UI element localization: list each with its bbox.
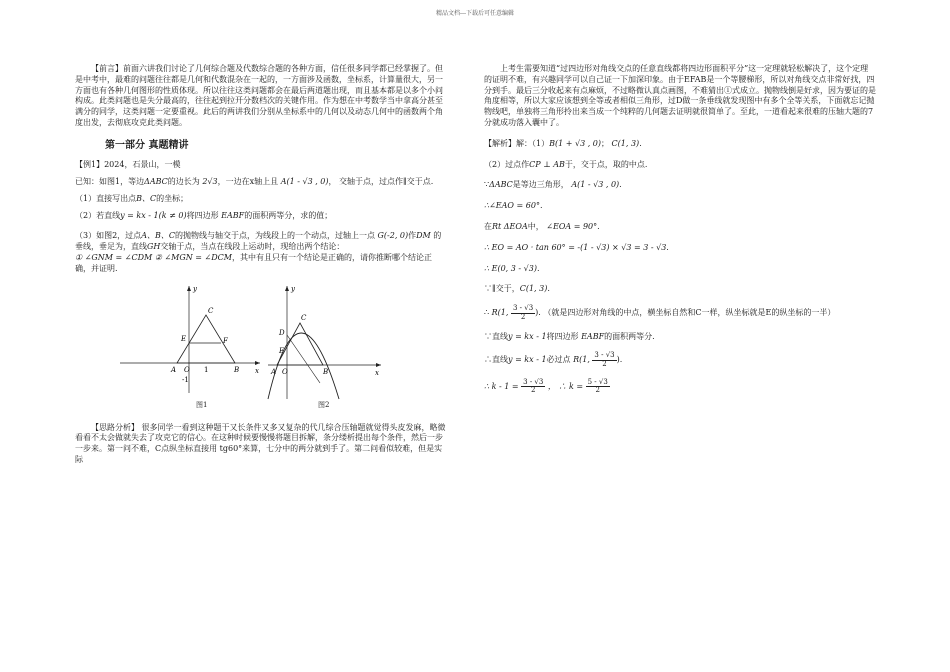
- question-part-3: （3）如图2，过点A、B、C的抛物线与轴交于点，为线段上的一个动点，过轴上一点 G(-2, 0)作DM 的垂线，垂足为，直线GH交轴于点，当点在线段上运动时，现给出两个结论： ① ∠GNM = ∠CDM ② ∠MGN = ∠DCM，其中有且只有一个结论是正确的，请你推断哪个结论正确，并证明.: [75, 231, 442, 273]
- section-heading: 第一部分 真题精讲: [105, 139, 189, 151]
- solution-step-1: 【解析】解：（1）B(1 + √3 , 0)； C(1, 3).: [484, 138, 642, 148]
- point-e-label-2: E: [279, 346, 285, 355]
- solution-step-7: ∴ E(0, 3 - √3).: [484, 263, 540, 273]
- figures: [75, 283, 447, 413]
- analysis-continued: 上考生需要知道“过四边形对角线交点的任意直线都将四边形面积平分”这一定理就轻松解决了，这个定理的证明不难，有兴趣同学可以自己证一下加深印象。由于EFAB是一个等腰梯形，所以对角线交点非常好找，四分到手。最后三分收起来有点麻烦，不过略微认真点画图，不难猜出①式成立。抛物线倒是好求，因为要证的是角度相等，所以大家应该想到全等或者相似三角形，过D做一条垂线就发现图中有多个全等关系，下面就忘记抛物线吧，单独将三角形拎出来当成一个纯粹的几何题去证明就很简单了。至此，一道看起来很难的压轴大题的7分就成功落入囊中了。: [484, 64, 876, 127]
- solution-step-9: ∴ R(1, $\frac{3 - √3}{2}$ ). （就是四边形对角线的中点，横坐标自然和C一样，纵坐标就是E的纵坐标的一半）: [484, 304, 836, 321]
- solution-step-5: 在Rt ΔEOA中， ∠EOA = 90°.: [484, 221, 600, 231]
- origin-label: O: [184, 365, 190, 374]
- y-axis-label: y: [193, 284, 197, 293]
- preface-paragraph: 【前言】前面六讲我们讨论了几何综合题及代数综合题的各种方面，信任很多同学都已经掌握了。但是中考中，最难的问题往往都是几何和代数混杂在一起的，一方面涉及函数，坐标系，计算量很大，另一方面也有各种几何图形的性质体现。所以往往这类问题都会在最后两道题出现，而且基本都是以多个小问构成。此类问题也是失分最高的，往往起到拉开分数档次的关键作用。作为想在中考数学当中拿高分甚至满分的同学，这类问题一定要重视。此后的两讲我们分别从坐标系中的几何以及动态几何中的函数两个角度出发，去彻底攻克此类问题。: [75, 64, 443, 127]
- fraction: $\frac{3 - √3}{2}$: [594, 351, 615, 369]
- solution-step-8: ∵∥交于，C(1, 3).: [484, 284, 550, 294]
- solution-step-3: ∵ΔABC是等边三角形， A(1 - √3 , 0).: [484, 180, 622, 190]
- y-axis-label-2: y: [291, 284, 295, 293]
- x-axis-label-2: x: [375, 368, 379, 377]
- x-axis-label: x: [255, 366, 259, 375]
- point-c-label: C: [208, 306, 214, 315]
- tick-neg1-label: -1: [182, 375, 189, 384]
- page-header: 精品文档---下载后可任意编辑: [435, 10, 515, 17]
- point-a-label-2: A: [271, 367, 277, 376]
- fraction: $\frac{3 - √3}{2}$: [512, 304, 534, 321]
- solution-step-6: ∴ EO = AO · tan 60° = -(1 - √3) × √3 = 3 - √3.: [484, 242, 669, 252]
- tick-one-label: 1: [204, 365, 209, 374]
- figure-2-caption: 图2: [318, 400, 330, 409]
- example-label: 【例1】2024，石景山，一模: [75, 160, 181, 170]
- left-column: [75, 64, 447, 466]
- figure-2: [265, 283, 385, 403]
- point-c-label-2: C: [301, 313, 307, 322]
- right-column: [484, 64, 876, 395]
- point-f-label: F: [223, 336, 228, 345]
- solution-step-12: ∴ k - 1 = $\frac{3 - √3}{2}$ ， ∴ k = $\frac{5 - √3}{2}$: [484, 377, 608, 395]
- figure-1-caption: 图1: [196, 400, 208, 409]
- fraction: $\frac{5 - √3}{2}$: [587, 377, 608, 395]
- solution-step-4: ∴∠EAO = 60°.: [484, 201, 543, 211]
- solution-step-10: ∵直线y = kx - 1将四边形 EABF的面积两等分.: [484, 331, 655, 341]
- solution-step-11: ∴直线y = kx - 1必过点 R(1, $\frac{3 - √3}{2}$ ).: [484, 351, 623, 369]
- point-b-label: B: [234, 365, 240, 374]
- origin-label-2: O: [282, 367, 288, 376]
- question-part-1: （1）直接写出点B、C的坐标；: [75, 193, 189, 203]
- point-b-label-2: B: [323, 367, 329, 376]
- analysis-paragraph: 【思路分析】 很多同学一看到这种题干又长条件又多又复杂的代几综合压轴题就觉得头皮发麻，略微看看不太会做就失去了攻克它的信心。在这种时候要慢慢将题目拆解，条分缕析提出每个条件，然后一步一步来。第一问不难，C点纵坐标直接用 tg60°来算，七分中的两分就到手了。第二问看似较难，但是实际: [75, 422, 446, 465]
- point-e-label: E: [181, 334, 187, 343]
- point-a-label: A: [171, 365, 177, 374]
- figure-1: [115, 283, 265, 398]
- solution-step-2: （2）过点作CP ⊥ AB于，交于点，取的中点.: [484, 159, 648, 169]
- question-stem: 已知：如图1，等边ΔABC的边长为 2√3，一边在x轴上且 A(1 - √3 , 0)， 交轴于点，过点作∥交于点.: [75, 177, 434, 187]
- question-part-2: （2）若直线y = kx - 1(k ≠ 0)将四边形 EABF的面积两等分，求的值；: [75, 210, 333, 220]
- point-d-label-2: D: [279, 328, 285, 337]
- fraction: $\frac{3 - √3}{2}$: [523, 377, 544, 395]
